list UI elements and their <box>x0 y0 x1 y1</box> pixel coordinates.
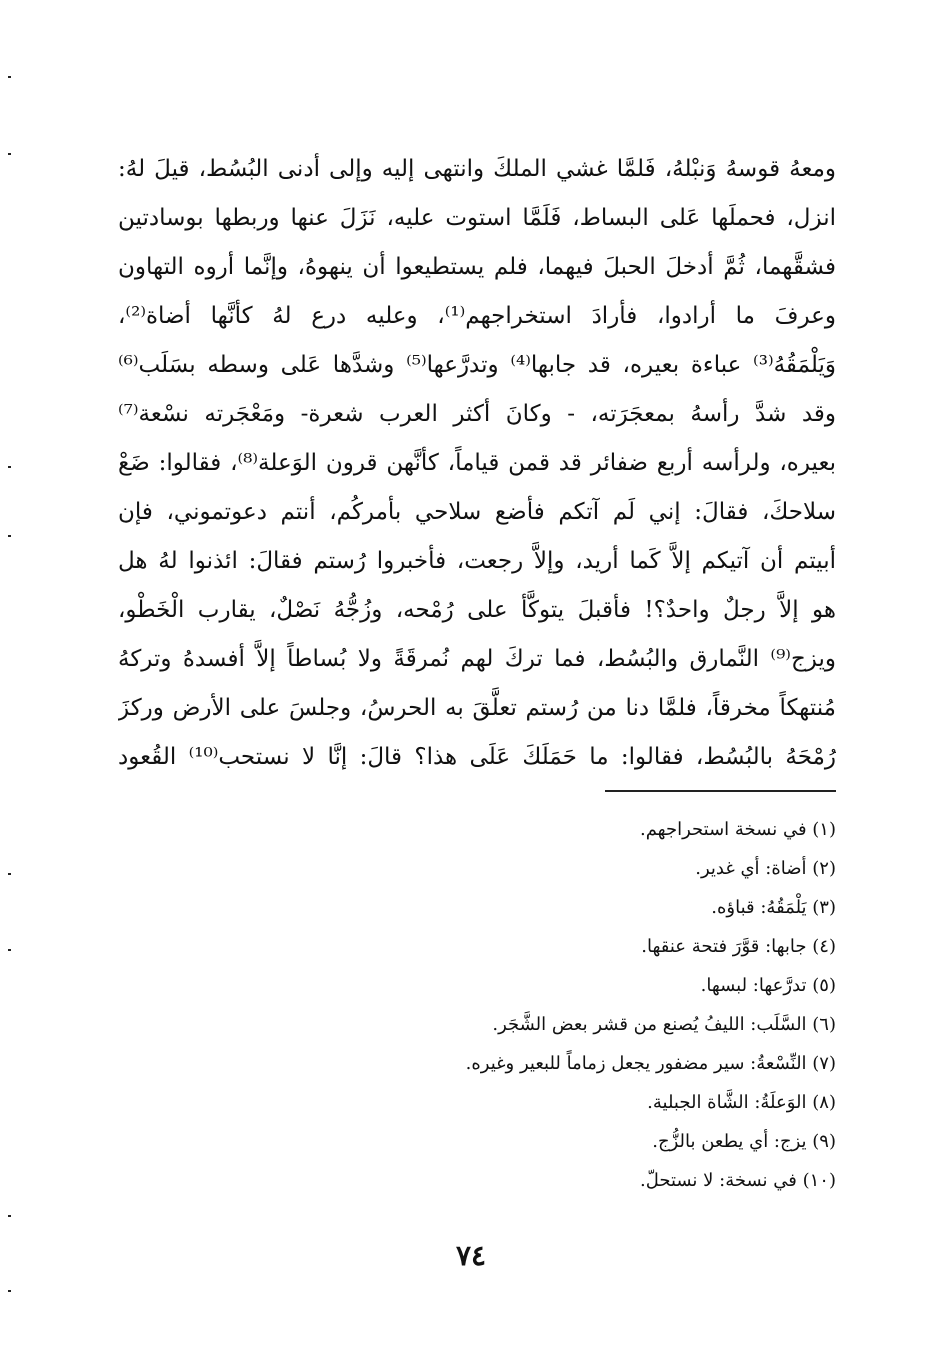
footnotes <box>300 810 836 1200</box>
text-line: بعيره، ولرأسه أربع ضفائر قد قمن قياماً، كأنَّهن قرون الوَعلة⁽⁸⁾، فقالوا: ضَعْ <box>118 450 836 476</box>
footnote: (٢) أضاة: أي غدير. <box>695 858 836 879</box>
text-line: هو إلاَّ رجلٌ واحدٌ؟! فأقبلَ يتوكَّأ على رُمْحه، وزُجُّهُ نَصْلٌ، يقارب الْخَطْو، <box>118 597 836 623</box>
page-number: ٧٤ <box>455 1239 487 1272</box>
scan-mark <box>8 1215 11 1217</box>
scan-mark <box>8 153 11 155</box>
main-text <box>118 145 836 782</box>
scan-mark <box>8 949 11 951</box>
footnote-separator <box>605 790 836 792</box>
footnote: (٥) تدرَّعها: لبسها. <box>700 975 836 996</box>
footnote: (١٠) في نسخة: لا نستحلّ. <box>639 1170 836 1191</box>
text-line: وعرفَ ما أرادوا، فأرادَ استخراجهم⁽¹⁾، وعليه درع لهُ كأنَّها أضاة⁽²⁾، <box>118 303 836 329</box>
text-line: رُمْحَهُ بالبُسُط، فقالوا: ما حَمَلَكَ عَلَى هذا؟ قالَ: إنَّا لا نستحب⁽¹⁰⁾ القُعود <box>118 744 836 770</box>
text-line: ومعهُ قوسهُ وَنبْلهُ، فَلمَّا غشي الملكَ وانتهى إليه وإلى أدنى البُسُط، قيلَ لهُ: <box>118 156 836 182</box>
footnote: (١) في نسخة استحراجهم. <box>639 819 836 840</box>
text-line: سلاحكَ، فقالَ: إني لَم آتكم فأضع سلاحي بأمركُم، أنتم دعوتموني، فإن <box>118 499 836 525</box>
text-line: وقد شدَّ رأسهُ بمعجَرَته، - وكانَ أكثر العرب شعرة- ومَعْجَرته نسْعة⁽⁷⁾ <box>118 401 836 427</box>
scan-mark <box>8 873 11 875</box>
footnote: (٣) يَلْمَقُهُ: قباؤه. <box>711 897 836 918</box>
scan-mark <box>8 466 11 468</box>
footnote: (٦) السَّلَب: الليفُ يُصنع من قشر بعض الشَّجَر. <box>492 1014 836 1035</box>
text-line: انزل، فحملَها عَلى البساط، فَلَمَّا استوت عليه، نَزَلَ عنها وربطها بوسادتين <box>118 205 836 231</box>
footnote: (٤) جابها: قوَّرَ فتحة عنقها. <box>641 936 836 957</box>
footnote: (٩) يزج: أي يطعن بالزُّج. <box>652 1131 836 1152</box>
scan-mark <box>8 1290 11 1292</box>
text-line: مُنتهكاً مخرقاً، فلمَّا دنا من رُستم تعلَّقَ به الحرسُ، وجلسَ على الأرض وركزَ <box>118 695 836 721</box>
scan-mark <box>8 535 11 537</box>
footnote: (٧) النِّسْعةُ: سير مضفور يجعل زماماً للبعير وغيره. <box>465 1053 836 1074</box>
text-line: ويزج⁽⁹⁾ النَّمارق والبُسُط، فما تركَ لهم نُمرقَةً ولا بُساطاً إلاَّ أفسدهُ وتركهُ <box>118 646 836 672</box>
scan-mark <box>8 76 11 78</box>
text-line: فشقَّهما، ثُمَّ أدخلَ الحبلَ فيهما، فلم يستطيعوا أن ينهوهُ، وإنَّما أروه التهاون <box>118 254 836 280</box>
footnote: (٨) الوَعلَةُ: الشَّاة الجبلية. <box>647 1092 836 1113</box>
text-line: أبيتم أن آتيكم إلاَّ كَما أريد، وإلاَّ رجعت، فأخبروا رُستم فقالَ: ائذنوا لهُ هل <box>118 548 836 574</box>
text-line: وَيَلْمَقُهُ⁽³⁾ عباءة بعيره، قد جابها⁽⁴⁾ وتدرَّعها⁽⁵⁾ وشدَّها عَلى وسطه بسَلَب⁽⁶⁾ <box>118 352 836 378</box>
